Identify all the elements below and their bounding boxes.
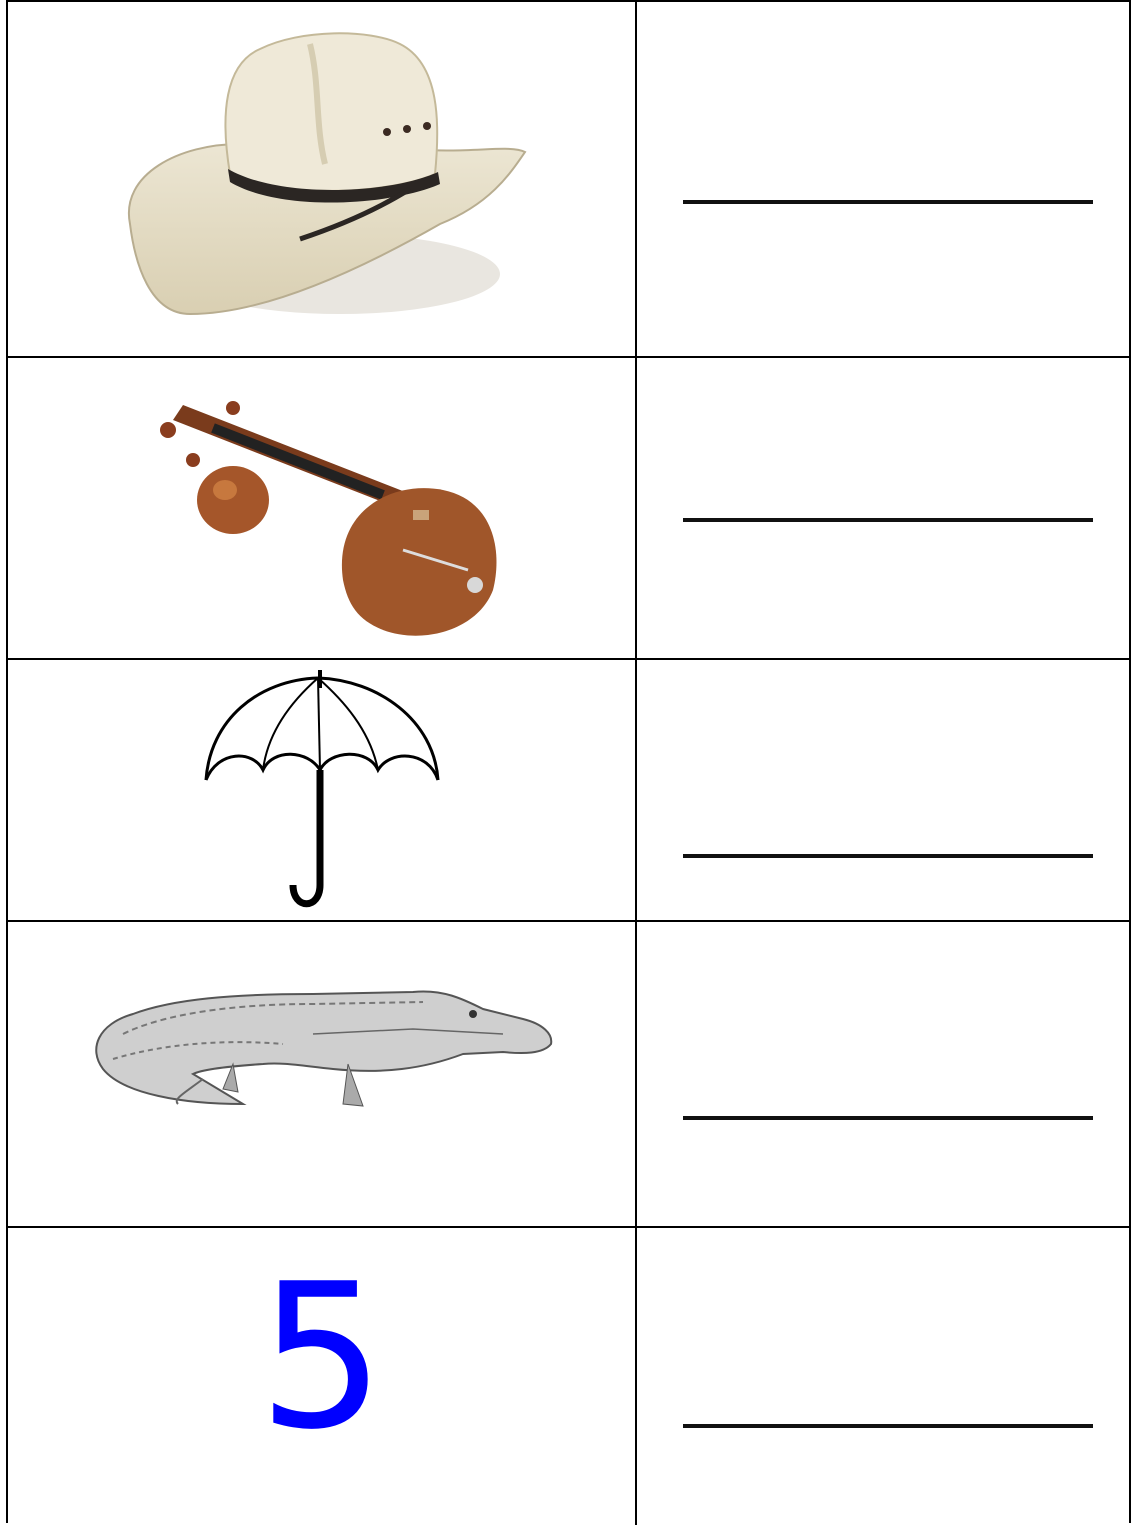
number-five: 5 bbox=[257, 1241, 386, 1474]
answer-cell[interactable] bbox=[637, 660, 1129, 920]
picture-cell bbox=[8, 922, 637, 1226]
answer-blank-line[interactable] bbox=[683, 200, 1093, 204]
table-row-crocodile bbox=[8, 922, 1129, 1228]
answer-cell[interactable] bbox=[637, 358, 1129, 658]
umbrella-icon bbox=[198, 670, 448, 915]
answer-blank-line[interactable] bbox=[683, 854, 1093, 858]
picture-cell bbox=[8, 1228, 637, 1525]
picture-cell bbox=[8, 660, 637, 920]
crocodile-icon bbox=[83, 974, 563, 1124]
answer-cell[interactable] bbox=[637, 1228, 1129, 1525]
answer-blank-line[interactable] bbox=[683, 518, 1093, 522]
veena-instrument-icon bbox=[153, 400, 513, 640]
answer-blank-line[interactable] bbox=[683, 1116, 1093, 1120]
picture-cell bbox=[8, 358, 637, 658]
answer-blank-line[interactable] bbox=[683, 1424, 1093, 1428]
table-row-umbrella bbox=[8, 660, 1129, 922]
table-row-number bbox=[8, 1228, 1129, 1525]
picture-cell bbox=[8, 2, 637, 356]
answer-cell[interactable] bbox=[637, 922, 1129, 1226]
table-row-hat bbox=[8, 2, 1129, 358]
answer-cell[interactable] bbox=[637, 2, 1129, 356]
cowboy-hat-icon bbox=[110, 24, 530, 324]
table-row-veena bbox=[8, 358, 1129, 660]
worksheet-table bbox=[6, 0, 1131, 1523]
